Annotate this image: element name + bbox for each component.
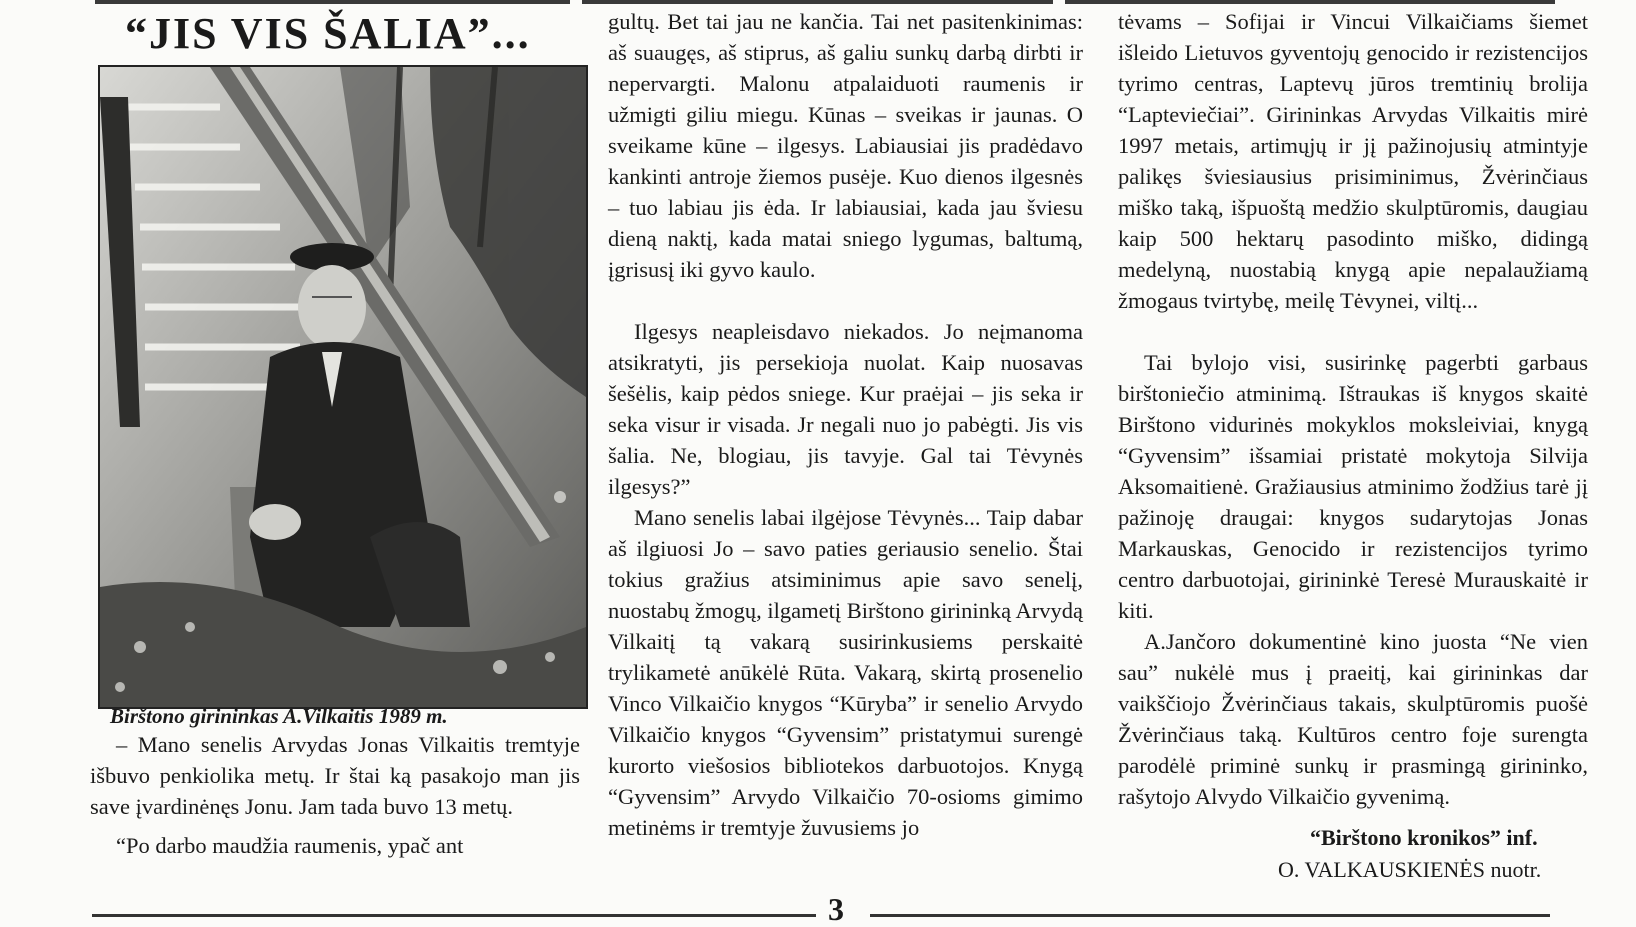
photo: [98, 65, 588, 709]
source-signature: “Birštono kronikos” inf.: [1310, 825, 1538, 850]
page-number: 3: [828, 891, 844, 927]
bottom-rule-left: [92, 914, 816, 917]
bottom-rule-right: [870, 914, 1550, 917]
headline: “JIS VIS ŠALIA”...: [125, 9, 531, 58]
col2-paragraph-2: Ilgesys neapleisdavo niekados. Jo neįmanoma atsikratyti, jis persekioja nuolat. Kaip nuosavas šešėlis, kaip pėdos sniege. Kur praėjai – jis seka ir seka visur ir visada. Jr negali nuo jo pabėgti. Jis vis šalia. Ne, blogiau, jis tavyje. Gal tai Tėvynės ilgesys?”: [608, 319, 1083, 499]
col1-paragraph-1: – Mano senelis Arvydas Jonas Vilkaitis tremtyje išbuvo penkiolika metų. Ir štai ką pasakojo man jis save įvardinėnęs Jonu. Jam tada buvo 13 metų.: [90, 732, 580, 819]
col3-paragraph-2: Tai bylojo visi, susirinkę pagerbti garbaus birštoniečio atminimą. Ištraukas iš knygos skaitė Birštono vidurinės mokyklos moksleiviai, knygą “Gyvensim” išsamiai pristatė mokytoja Silvija Aksomaitienė. Gražiausius atminimo žodžius tarė jį pažinoję draugai: knygos sudarytojas Jonas Markauskas, Genocido ir rezistencijos tyrimo centro darbuotojai, girininkė Teresė Murauskaitė ir kiti.: [1118, 350, 1588, 623]
top-rule: [95, 0, 1555, 4]
photo-credit: O. VALKAUSKIENĖS nuotr.: [1278, 857, 1542, 882]
col1-paragraph-2: “Po darbo maudžia raumenis, ypač ant: [116, 833, 464, 858]
photo-caption: Birštono girininkas A.Vilkaitis 1989 m.: [110, 704, 448, 728]
col3-paragraph-3: A.Jančoro dokumentinė kino juosta “Ne vien sau” nukėlė mus į praeitį, kai girininkas dar vaikščiojo Žvėrinčiaus takais, skulptūromis puošė Žvėrinčiaus taką. Kultūros centro foje surengta parodėlė priminė sunkų ir prasmingą girininko, rašytojo Alvydo Vilkaičio gyvenimą.: [1118, 629, 1588, 809]
col2-paragraph-3: Mano senelis labai ilgėjose Tėvynės... Taip dabar aš ilgiuosi Jo – savo paties geriausio senelio. Štai tokius gražius atsiminimus apie savo senelį, nuostabų žmogų, ilgametį Birštono girininką Arvydą Vilkaitį tą vakarą susirinkusiems perskaitė trylikametė anūkėlė Rūta. Vakarą, skirtą prosenelio Vinco Vilkaičio knygos “Kūryba” ir senelio Arvydo Vilkaičio knygos “Gyvensim” pristatymui surengė kurorto viešosios bibliotekos darbuotojos. Knygą “Gyvensim” Arvydo Vilkaičio 70-osioms gimimo metinėms ir tremtyje žuvusiems jo: [608, 505, 1083, 840]
col2-paragraph-1: gultų. Bet tai jau ne kančia. Tai net pasitenkinimas: aš suaugęs, aš stiprus, aš galiu sunkų darbą dirbti ir nepervargti. Malonu atpalaiduoti raumenis ir užmigti giliu miegu. Kūnas – sveikas ir jaunas. O sveikame kūne – ilgesys. Labiausiai jis pradėdavo kankinti antroje žiemos pusėje. Kuo dienos ilgesnės – tuo labiau jis ėda. Ir labiausiai, kada jau šviesu dieną naktį, kada matai sniego lygumas, baltumą, įgrisusį iki gyvo kaulo.: [608, 9, 1083, 282]
col3-paragraph-1: tėvams – Sofijai ir Vincui Vilkaičiams šiemet išleido Lietuvos gyventojų genocido ir rezistencijos tyrimo centras, Laptevų jūros tremtinių brolija “Lapteviečiai”. Girininkas Arvydas Vilkaitis mirė 1997 metais, artimųjų ir jį pažinojusių atmintyje palikęs šviesiausius prisiminimus, Žvėrinčiaus miško taką, išpuoštą medžio skulptūromis, daugiau kaip 500 hektarų pasodinto miško, didingą medelyną, nuostabią knygą apie nepalaužiamą žmogaus tvirtybę, meilę Tėvynei, viltį...: [1118, 9, 1588, 313]
